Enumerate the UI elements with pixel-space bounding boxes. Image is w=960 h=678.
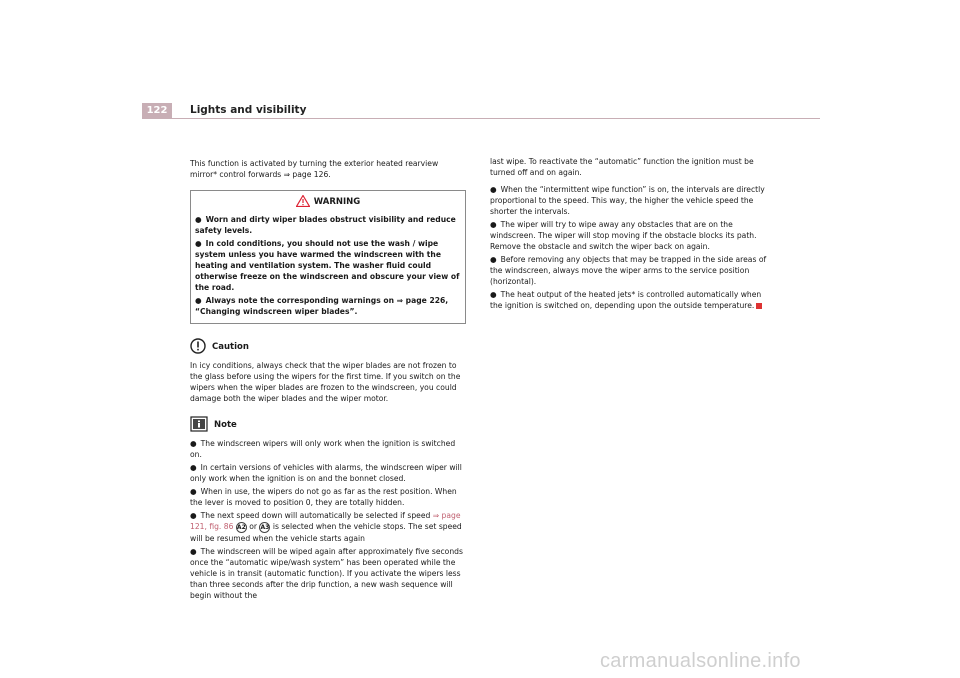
right-column bbox=[490, 156, 770, 313]
warning-item: ● Always note the corresponding warnings on ⇒ page 226, “Changing windscreen wiper blades”. bbox=[195, 296, 449, 316]
warning-header bbox=[195, 195, 461, 210]
position-a3-marker: A3 bbox=[260, 523, 270, 531]
watermark: carmanualsonline.info bbox=[600, 650, 801, 672]
note-item: ● The windscreen wipers will only work when the ignition is switched on. bbox=[190, 439, 456, 459]
continuation-paragraph: last wipe. To reactivate the “automatic” function the ignition must be turned off and on again. bbox=[490, 157, 754, 177]
warning-item: ● Worn and dirty wiper blades obstruct visibility and reduce safety levels. bbox=[195, 215, 456, 235]
caution-header bbox=[190, 338, 466, 357]
warning-triangle-icon bbox=[296, 195, 310, 210]
section-end-icon bbox=[756, 303, 762, 309]
position-a2-marker: A2 bbox=[236, 523, 246, 531]
right-item: ● The wiper will try to wipe away any obstacles that are on the windscreen. The wiper will stop moving if the obstacle blocks its path. Remove the obstacle and switch the wiper back on again. bbox=[490, 220, 757, 251]
note-item: ● The next speed down will automatically be selected if speed ⇒ page 121, fig. 86 A2 or A3 is selected when the vehicle stops. The set speed will be resumed when the vehicle starts again bbox=[190, 511, 462, 543]
page-number: 122 bbox=[142, 103, 172, 119]
left-column bbox=[190, 158, 466, 603]
note-item: ● When in use, the wipers do not go as far as the rest position. When the lever is moved to position 0, they are totally hidden. bbox=[190, 487, 457, 507]
warning-item: ● In cold conditions, you should not use the wash / wipe system unless you have warmed the windscreen with the heating and ventilation system. The washer fluid could otherwise freeze on the windscreen and obscure your view of the road. bbox=[195, 239, 460, 292]
caution-text: In icy conditions, always check that the wiper blades are not frozen to the glass before using the wipers for the first time. If you switch on the wipers when the wiper blades are frozen to the windscreen, you could damage both the wiper blades and the wiper motor. bbox=[190, 361, 461, 403]
note-icon bbox=[190, 416, 208, 435]
warning-title: WARNING bbox=[313, 197, 361, 207]
note-item: ● In certain versions of vehicles with alarms, the windscreen wiper will only work when the ignition is on and the bonnet closed. bbox=[190, 463, 462, 483]
intro-paragraph: This function is activated by turning the exterior heated rearview mirror* control forwards ⇒ page 126. bbox=[190, 159, 439, 179]
right-item: ● The heat output of the heated jets* is controlled automatically when the ignition is switched on, depending upon the outside temperature. bbox=[490, 290, 762, 310]
header-divider bbox=[172, 118, 820, 119]
caution-title: Caution bbox=[212, 342, 249, 352]
right-item: ● Before removing any objects that may be trapped in the side areas of the windscreen, always move the wiper arms to the service position (horizontal). bbox=[490, 255, 767, 286]
note-item: ● The windscreen will be wiped again after approximately five seconds once the “automatic wipe/wash system” has been operated while the vehicle is in transit (automatic function). If you activate the wipers less than three seconds after the drip function, a new wash sequence will begin without the bbox=[190, 546, 463, 600]
right-item: ● When the “intermittent wipe function” is on, the intervals are directly proportional to the speed. This way, the higher the vehicle speed the shorter the intervals. bbox=[490, 185, 765, 216]
warning-box bbox=[190, 190, 466, 324]
page-link[interactable]: ⇒ page 121, fig. 86 bbox=[190, 511, 461, 531]
note-title: Note bbox=[214, 420, 237, 430]
note-header bbox=[190, 416, 466, 435]
page-title: Lights and visibility bbox=[190, 104, 307, 116]
caution-icon bbox=[190, 338, 206, 357]
